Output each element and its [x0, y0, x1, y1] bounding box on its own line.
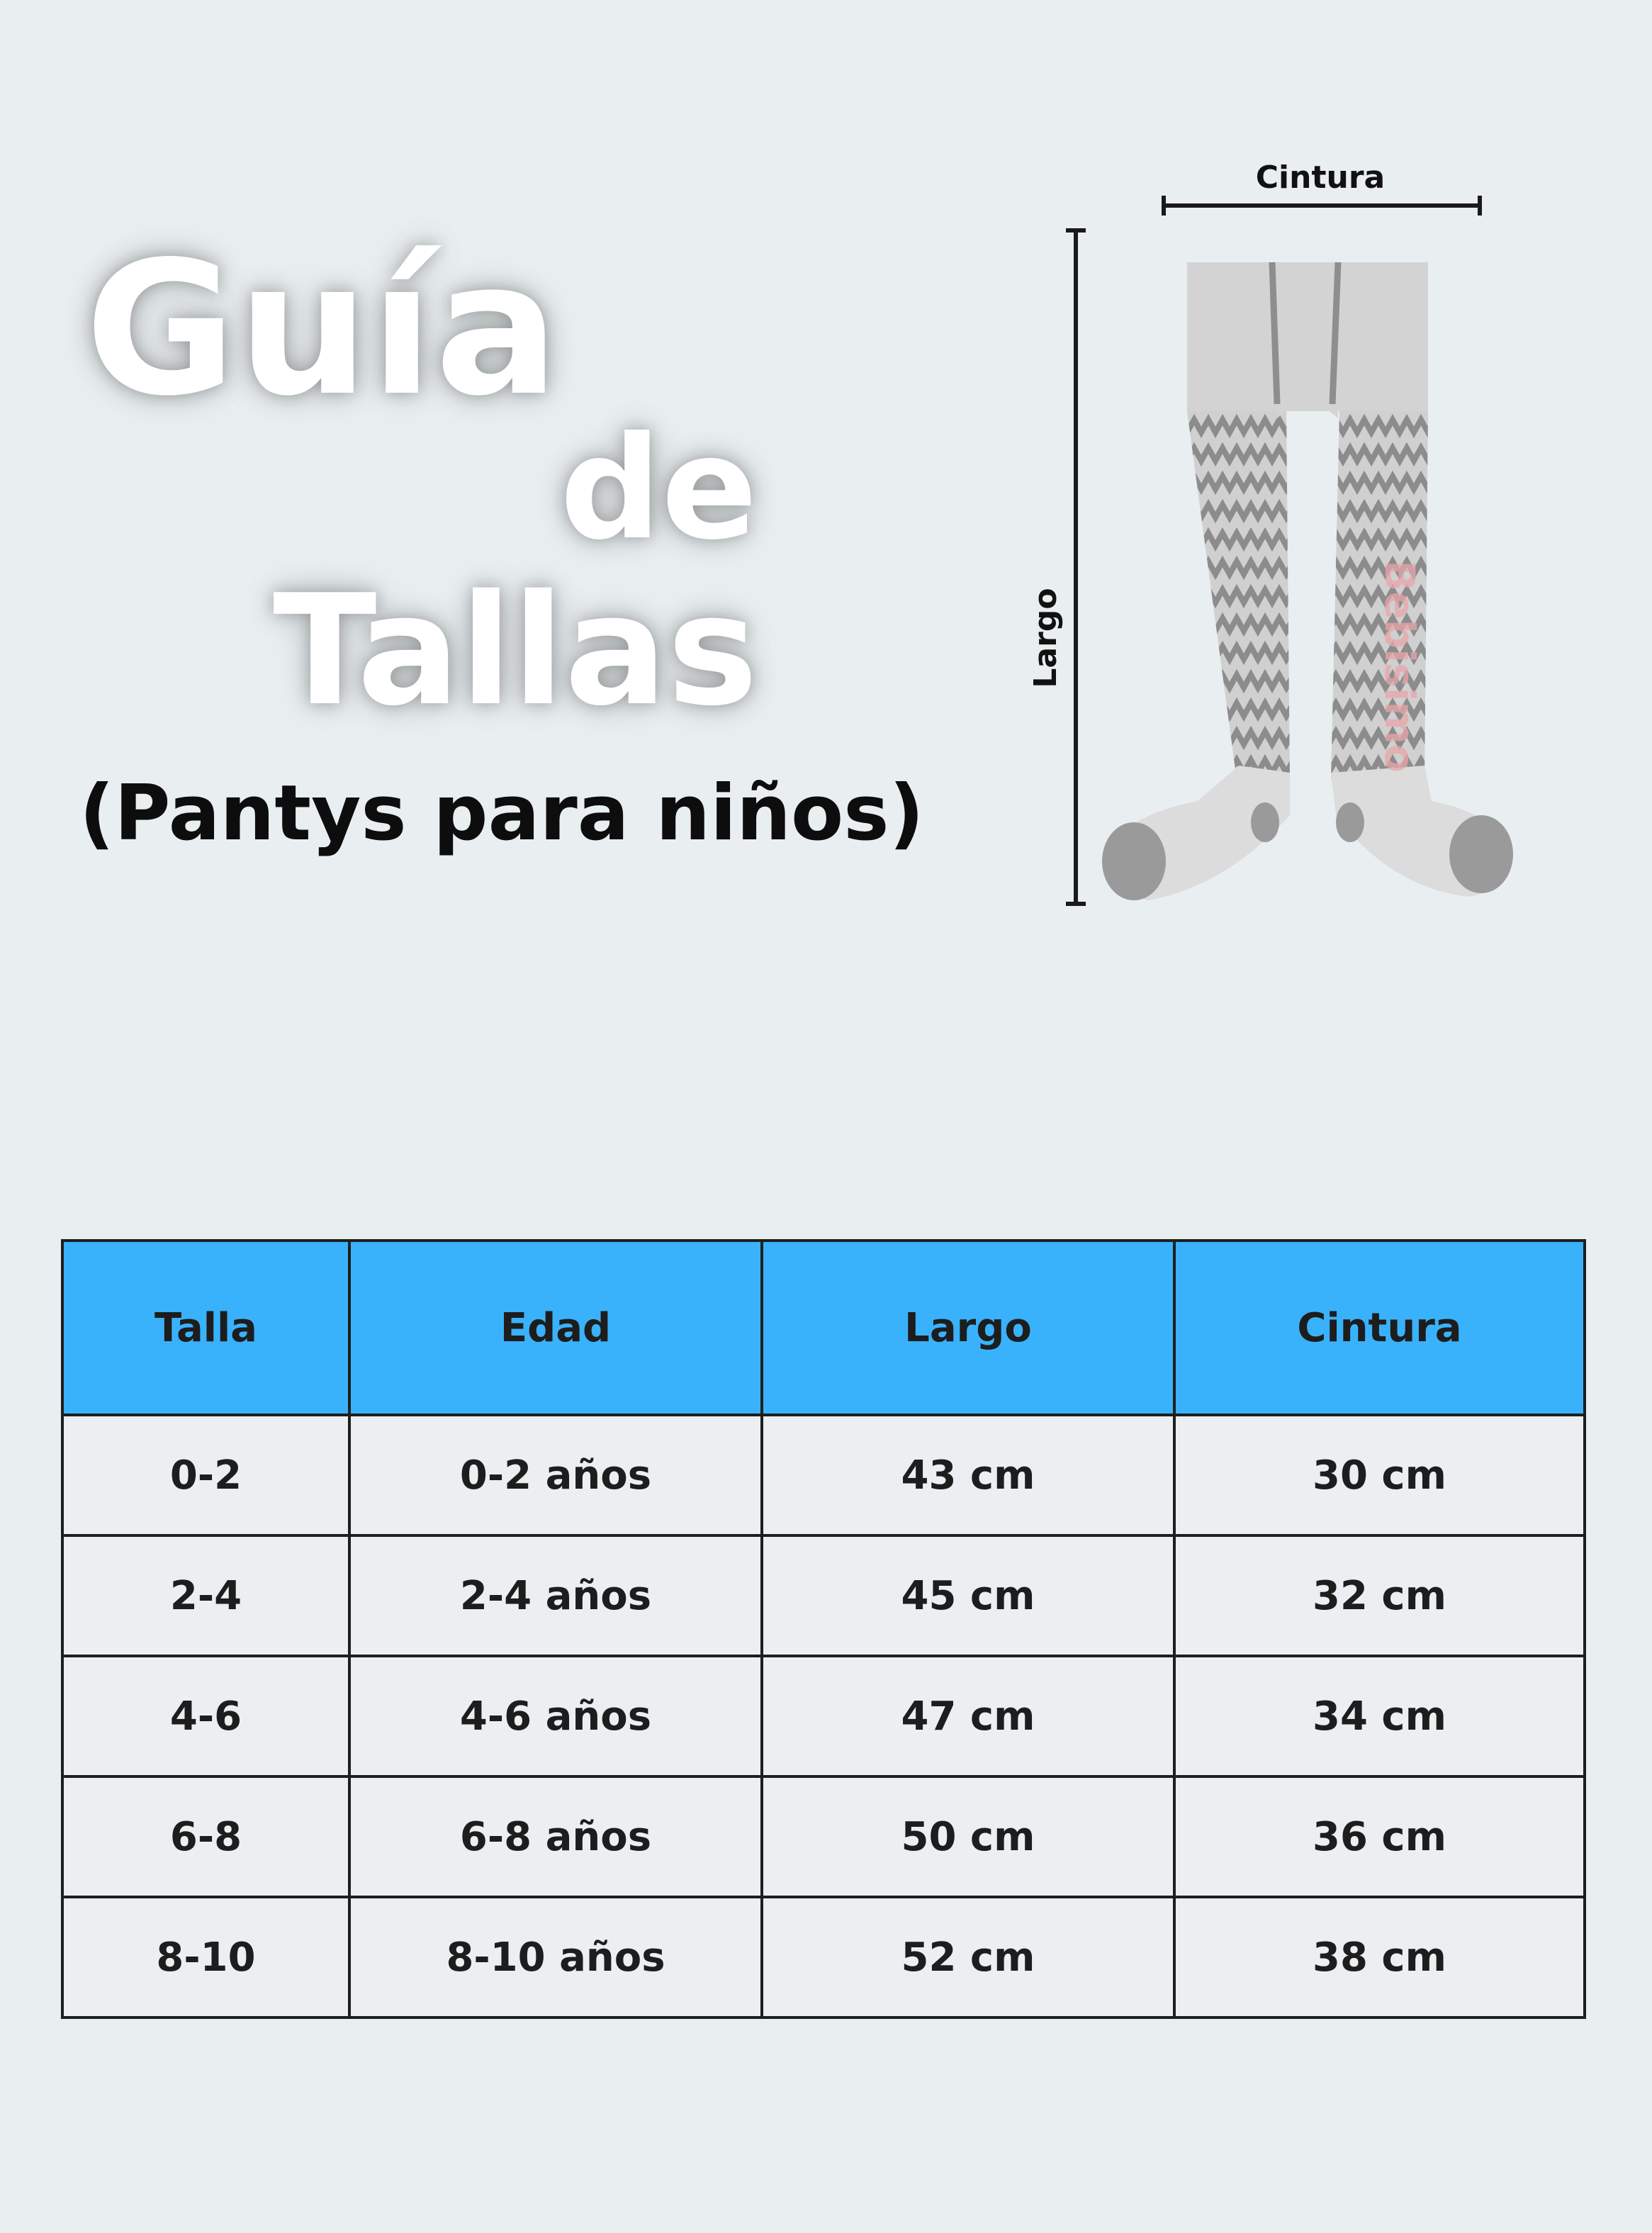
- tights-diagram: [992, 156, 1545, 922]
- title-word-de: de: [560, 406, 758, 571]
- cell-talla: 6-8: [62, 1776, 349, 1897]
- cell-talla: 4-6: [62, 1656, 349, 1776]
- length-label: Largo: [1028, 588, 1064, 688]
- cell-largo: 52 cm: [762, 1897, 1174, 2017]
- table-row: [62, 1535, 1585, 1656]
- table-row: [62, 1897, 1585, 2017]
- cell-edad: 2-4 años: [349, 1535, 762, 1656]
- cell-talla: 0-2: [62, 1415, 349, 1535]
- cell-edad: 6-8 años: [349, 1776, 762, 1897]
- title-word-guia: Guía: [85, 223, 561, 437]
- tights-icon: [1102, 262, 1513, 900]
- cell-cintura: 30 cm: [1174, 1415, 1585, 1535]
- waist-label: Cintura: [1255, 160, 1386, 196]
- cell-talla: 2-4: [62, 1535, 349, 1656]
- table-row: [62, 1415, 1585, 1535]
- header-largo: Largo: [762, 1241, 1174, 1415]
- cell-cintura: 38 cm: [1174, 1897, 1585, 2017]
- cell-cintura: 32 cm: [1174, 1535, 1585, 1656]
- cell-cintura: 36 cm: [1174, 1776, 1585, 1897]
- cell-talla: 8-10: [62, 1897, 349, 2017]
- cell-largo: 45 cm: [762, 1535, 1174, 1656]
- cell-edad: 0-2 años: [349, 1415, 762, 1535]
- subtitle: (Pantys para niños): [79, 769, 924, 858]
- cell-largo: 43 cm: [762, 1415, 1174, 1535]
- table-row: [62, 1776, 1585, 1897]
- cell-largo: 47 cm: [762, 1656, 1174, 1776]
- title-word-tallas: Tallas: [273, 561, 758, 739]
- cell-cintura: 34 cm: [1174, 1656, 1585, 1776]
- product-logo: Bebisimo: [1376, 560, 1424, 773]
- cell-largo: 50 cm: [762, 1776, 1174, 1897]
- table-header-row: [62, 1241, 1585, 1415]
- table-row: [62, 1656, 1585, 1776]
- size-table: [61, 1239, 1586, 2019]
- waist-dimension: [1164, 160, 1480, 216]
- cell-edad: 4-6 años: [349, 1656, 762, 1776]
- header-talla: Talla: [62, 1241, 349, 1415]
- length-dimension: [1028, 230, 1086, 904]
- cell-edad: 8-10 años: [349, 1897, 762, 2017]
- header-edad: Edad: [349, 1241, 762, 1415]
- header-cintura: Cintura: [1174, 1241, 1585, 1415]
